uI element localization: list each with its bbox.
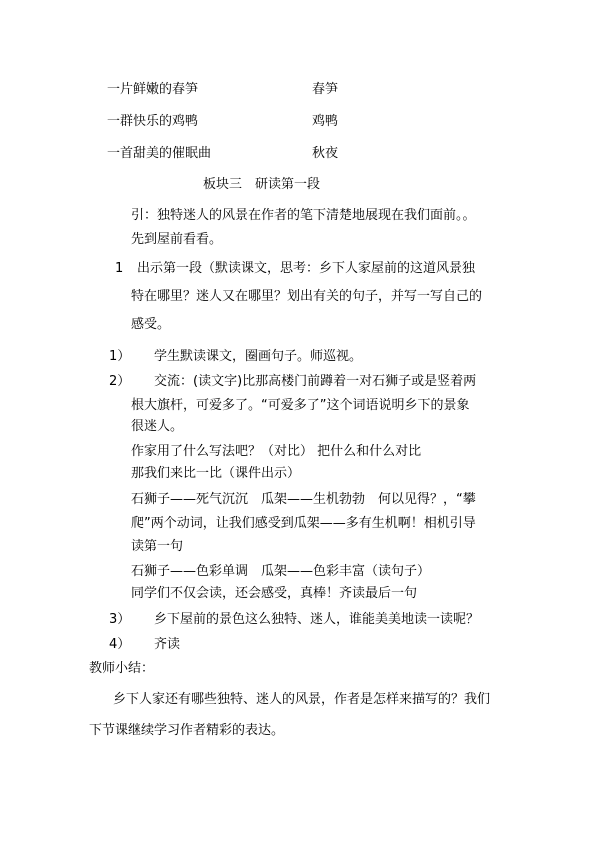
summary-line-2: 下节课继续学习作者精彩的表达。	[89, 723, 285, 738]
sub-2-line-4: 作家用了什么写法吧？（对比） 把什么和什么对比	[131, 444, 422, 459]
sub-3-text: 乡下屋前的景色这么独特、迷人，谁能美美地读一读呢？	[154, 612, 480, 627]
sub-1-number: 1）	[109, 349, 131, 364]
sub-2-line-5: 那我们来比一比（课件出示）	[131, 466, 301, 481]
step-1-number: 1	[115, 261, 124, 276]
sub-4-number: 4）	[109, 637, 131, 652]
sub-2-line-9: 石狮子——色彩单调 瓜架——色彩丰富（读句子）	[131, 564, 431, 579]
intro-line-2: 先到屋前看看。	[131, 232, 223, 247]
section-title: 板块三 研读第一段	[203, 177, 321, 192]
summary-label: 教师小结：	[89, 661, 155, 676]
pair-word-2: 鸡鸭	[312, 114, 339, 129]
sub-2-line-1: 交流：(读文字)比那高楼门前蹲着一对石狮子或是竖着两	[154, 374, 477, 389]
sub-3-number: 3）	[109, 612, 131, 627]
step-1-line-3: 感受。	[131, 317, 171, 332]
sub-2-line-7: 爬”两个动词，让我们感受到瓜架——多有生机啊！相机引导	[131, 516, 476, 531]
sub-2-line-10: 同学们不仅会读，还会感受，真棒！齐读最后一句	[131, 586, 418, 601]
sub-4-text: 齐读	[154, 637, 181, 652]
step-1-line-1: 出示第一段（默读课文，思考：乡下人家屋前的这道风景独	[137, 261, 476, 276]
sub-2-line-3: 很迷人。	[131, 419, 184, 434]
sub-2-line-8: 读第一句	[131, 539, 184, 554]
intro-line-1: 引：独特迷人的风景在作者的笔下清楚地展现在我们面前。。	[131, 208, 476, 223]
sub-2-line-2: 根大旗杆，可爱多了。“可爱多了”这个词语说明乡下的景象	[131, 398, 470, 413]
summary-line-1: 乡下人家还有哪些独特、迷人的风景，作者是怎样来描写的？我们	[113, 692, 491, 707]
sub-1-text: 学生默读课文，圈画句子。师巡视。	[154, 349, 363, 364]
sub-2-number: 2）	[109, 374, 131, 389]
pair-word-3: 秋夜	[312, 146, 339, 161]
pair-phrase-2: 一群快乐的鸡鸭	[107, 114, 199, 129]
pair-word-1: 春笋	[312, 82, 339, 97]
pair-phrase-3: 一首甜美的催眠曲	[107, 146, 212, 161]
pair-phrase-1: 一片鲜嫩的春笋	[107, 82, 199, 97]
step-1-line-2: 特在哪里？迷人又在哪里？划出有关的句子，并写一写自己的	[131, 289, 483, 304]
sub-2-line-6: 石狮子——死气沉沉 瓜架——生机勃勃 何以见得？，“攀	[131, 492, 476, 507]
